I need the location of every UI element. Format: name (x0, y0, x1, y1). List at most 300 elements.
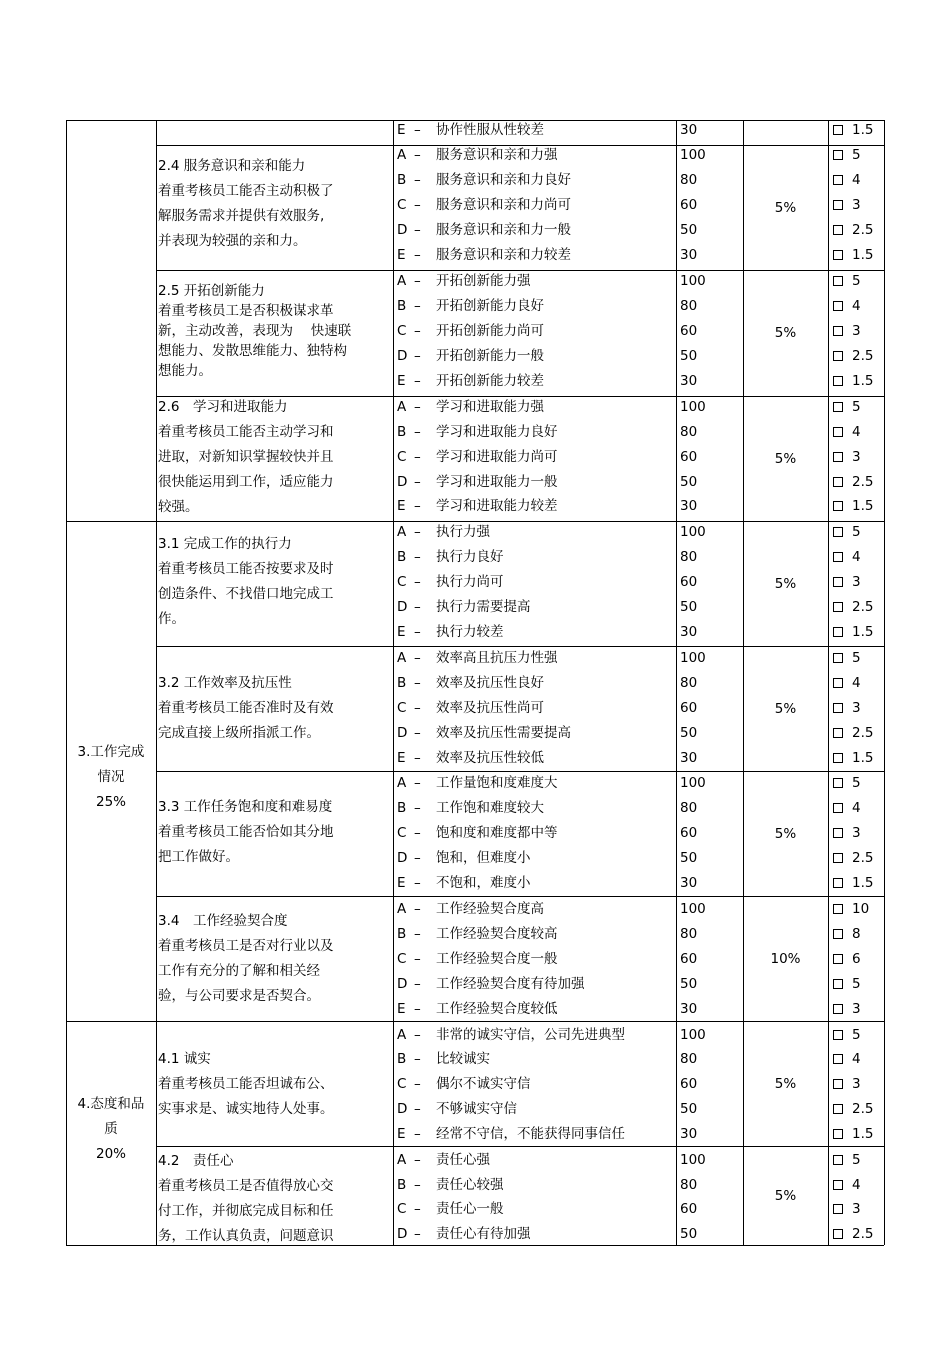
checkbox[interactable] (833, 501, 843, 511)
grade-dash: – (414, 800, 421, 816)
grade-letter: B (397, 926, 407, 942)
grade-letter: A (397, 1152, 407, 1168)
grade-letter: D (397, 1226, 408, 1242)
score-value: 60 (680, 1201, 698, 1217)
grade-text: 经常不守信，不能获得同事信任 (436, 1126, 625, 1142)
grade-letter: C (397, 197, 407, 213)
grade-dash: – (414, 147, 421, 163)
grade-text: 饱和，但难度小 (436, 850, 531, 866)
grade-text: 执行力需要提高 (436, 599, 531, 615)
checkbox-value: 5 (852, 976, 861, 992)
grade-dash: – (414, 1177, 421, 1193)
grade-dash: – (414, 951, 421, 967)
score-value: 80 (680, 172, 698, 188)
score-value: 30 (680, 875, 698, 891)
checkbox[interactable] (833, 602, 843, 612)
score-value: 30 (680, 498, 698, 514)
score-value: 100 (680, 399, 706, 415)
grade-dash: – (414, 675, 421, 691)
score-value: 80 (680, 298, 698, 314)
score-value: 100 (680, 273, 706, 289)
checkbox-value: 4 (852, 1177, 861, 1193)
grade-dash: – (414, 1152, 421, 1168)
checkbox[interactable] (833, 728, 843, 738)
checkbox-value: 1.5 (852, 498, 874, 514)
item-description-line: 完成直接上级所指派工作。 (158, 725, 320, 741)
grade-dash: – (414, 247, 421, 263)
checkbox-value: 2.5 (852, 850, 874, 866)
checkbox-value: 4 (852, 1051, 861, 1067)
table-hline (156, 270, 884, 271)
grade-text: 开拓创新能力强 (436, 273, 531, 289)
grade-dash: – (414, 1201, 421, 1217)
checkbox[interactable] (833, 150, 843, 160)
score-value: 30 (680, 373, 698, 389)
checkbox[interactable] (833, 552, 843, 562)
grade-letter: C (397, 951, 407, 967)
grade-dash: – (414, 976, 421, 992)
checkbox-value: 3 (852, 825, 861, 841)
item-description-line: 着重考核员工能否恰如其分地 (158, 824, 334, 840)
grade-dash: – (414, 122, 421, 138)
item-description-line: 着重考核员工能否准时及有效 (158, 700, 334, 716)
group-label-line: 25% (95, 794, 126, 810)
checkbox[interactable] (833, 1079, 843, 1089)
grade-dash: – (414, 750, 421, 766)
grade-dash: – (414, 373, 421, 389)
grade-letter: A (397, 901, 407, 917)
grade-letter: D (397, 348, 408, 364)
item-description-line: 务，工作认真负责，问题意识 (158, 1228, 334, 1244)
grade-letter: D (397, 599, 408, 615)
score-value: 50 (680, 474, 698, 490)
score-value: 50 (680, 976, 698, 992)
item-description-line: 创造条件、不找借口地完成工 (158, 586, 334, 602)
grade-dash: – (414, 624, 421, 640)
checkbox[interactable] (833, 929, 843, 939)
grade-text: 学习和进取能力较差 (436, 498, 558, 514)
grade-text: 不饱和，难度小 (436, 875, 531, 891)
checkbox-value: 3 (852, 197, 861, 213)
score-value: 60 (680, 951, 698, 967)
score-value: 60 (680, 574, 698, 590)
grade-letter: C (397, 825, 407, 841)
grade-letter: C (397, 323, 407, 339)
grade-letter: A (397, 524, 407, 540)
checkbox[interactable] (833, 200, 843, 210)
grade-letter: D (397, 850, 408, 866)
checkbox[interactable] (833, 301, 843, 311)
grade-dash: – (414, 449, 421, 465)
grade-letter: B (397, 1051, 407, 1067)
grade-letter: A (397, 775, 407, 791)
checkbox-value: 4 (852, 172, 861, 188)
checkbox-value: 3 (852, 1001, 861, 1017)
checkbox-value: 5 (852, 1027, 861, 1043)
checkbox-value: 3 (852, 574, 861, 590)
grade-letter: E (397, 1001, 406, 1017)
grade-dash: – (414, 875, 421, 891)
checkbox[interactable] (833, 853, 843, 863)
checkbox-value: 4 (852, 549, 861, 565)
table-hline (156, 771, 884, 772)
item-description-line: 着重考核员工能否按要求及时 (158, 561, 334, 577)
table-vline (156, 120, 157, 1245)
grade-letter: A (397, 399, 407, 415)
checkbox[interactable] (833, 125, 843, 135)
checkbox[interactable] (833, 527, 843, 537)
item-description-line: 付工作，并彻底完成目标和任 (158, 1203, 334, 1219)
score-value: 100 (680, 524, 706, 540)
checkbox[interactable] (833, 427, 843, 437)
checkbox-value: 3 (852, 1201, 861, 1217)
grade-letter: E (397, 122, 406, 138)
grade-letter: B (397, 424, 407, 440)
checkbox[interactable] (833, 1129, 843, 1139)
grade-letter: C (397, 700, 407, 716)
item-description-line: 实事求是、诚实地待人处事。 (158, 1101, 334, 1117)
grade-text: 服务意识和亲和力一般 (436, 222, 571, 238)
checkbox[interactable] (833, 703, 843, 713)
checkbox-value: 1.5 (852, 1126, 874, 1142)
score-value: 60 (680, 700, 698, 716)
checkbox[interactable] (833, 1030, 843, 1040)
score-value: 50 (680, 1226, 698, 1242)
grade-dash: – (414, 926, 421, 942)
grade-dash: – (414, 524, 421, 540)
grade-dash: – (414, 549, 421, 565)
item-description-line: 3.1 完成工作的执行力 (158, 536, 292, 552)
score-value: 80 (680, 1051, 698, 1067)
checkbox-value: 2.5 (852, 1226, 874, 1242)
grade-letter: E (397, 373, 406, 389)
checkbox[interactable] (833, 778, 843, 788)
score-value: 80 (680, 424, 698, 440)
item-description-line: 作。 (158, 611, 185, 627)
grade-dash: – (414, 850, 421, 866)
table-hline (156, 145, 884, 146)
grade-text: 执行力较差 (436, 624, 504, 640)
score-value: 50 (680, 725, 698, 741)
checkbox[interactable] (833, 1204, 843, 1214)
grade-text: 工作经验契合度较高 (436, 926, 558, 942)
table-vline (828, 120, 829, 1245)
grade-letter: D (397, 976, 408, 992)
checkbox[interactable] (833, 1180, 843, 1190)
group-label-line: 3.工作完成 (77, 744, 145, 760)
checkbox-value: 3 (852, 449, 861, 465)
grade-text: 执行力强 (436, 524, 490, 540)
grade-text: 责任心有待加强 (436, 1226, 531, 1242)
item-description-line: 想能力、发散思维能力、独特构 (158, 343, 347, 359)
grade-text: 工作经验契合度高 (436, 901, 544, 917)
grade-dash: – (414, 775, 421, 791)
checkbox-value: 5 (852, 650, 861, 666)
grade-letter: A (397, 650, 407, 666)
grade-text: 开拓创新能力较差 (436, 373, 544, 389)
group-label-line: 20% (95, 1146, 126, 1162)
item-description-line: 并表现为较强的亲和力。 (158, 233, 307, 249)
grade-dash: – (414, 273, 421, 289)
grade-letter: A (397, 273, 407, 289)
item-description-line: 2.6 学习和进取能力 (158, 399, 288, 415)
grade-text: 不够诚实守信 (436, 1101, 517, 1117)
score-value: 60 (680, 323, 698, 339)
grade-dash: – (414, 1051, 421, 1067)
item-description-line: 3.2 工作效率及抗压性 (158, 675, 292, 691)
grade-text: 协作性服从性较差 (436, 122, 544, 138)
checkbox-value: 10 (852, 901, 870, 917)
item-weight: 5% (774, 199, 797, 216)
checkbox-value: 5 (852, 273, 861, 289)
grade-dash: – (414, 474, 421, 490)
grade-text: 责任心强 (436, 1152, 490, 1168)
checkbox[interactable] (833, 1155, 843, 1165)
grade-text: 服务意识和亲和力良好 (436, 172, 571, 188)
grade-letter: B (397, 298, 407, 314)
checkbox-value: 1.5 (852, 122, 874, 138)
grade-dash: – (414, 222, 421, 238)
checkbox[interactable] (833, 1054, 843, 1064)
grade-dash: – (414, 1226, 421, 1242)
grade-letter: E (397, 498, 406, 514)
score-value: 80 (680, 1177, 698, 1193)
grade-dash: – (414, 599, 421, 615)
score-value: 50 (680, 850, 698, 866)
checkbox-value: 2.5 (852, 1101, 874, 1117)
checkbox[interactable] (833, 250, 843, 260)
grade-text: 效率及抗压性尚可 (436, 700, 544, 716)
checkbox-value: 8 (852, 926, 861, 942)
checkbox-value: 2.5 (852, 222, 874, 238)
item-description-line: 验，与公司要求是否契合。 (158, 988, 320, 1004)
grade-letter: D (397, 474, 408, 490)
grade-letter: E (397, 875, 406, 891)
checkbox[interactable] (833, 878, 843, 888)
checkbox-value: 4 (852, 298, 861, 314)
grade-dash: – (414, 348, 421, 364)
table-hline (156, 646, 884, 647)
item-weight: 5% (774, 1187, 797, 1204)
item-description-line: 想能力。 (158, 363, 212, 379)
checkbox[interactable] (833, 452, 843, 462)
score-value: 100 (680, 775, 706, 791)
checkbox[interactable] (833, 1004, 843, 1014)
item-weight: 5% (774, 450, 797, 467)
grade-dash: – (414, 1076, 421, 1092)
grade-text: 工作经验契合度较低 (436, 1001, 558, 1017)
checkbox[interactable] (833, 828, 843, 838)
grade-letter: E (397, 624, 406, 640)
grade-dash: – (414, 700, 421, 716)
grade-letter: D (397, 222, 408, 238)
grade-text: 学习和进取能力尚可 (436, 449, 558, 465)
checkbox[interactable] (833, 477, 843, 487)
checkbox[interactable] (833, 276, 843, 286)
score-value: 30 (680, 247, 698, 263)
grade-text: 比较诚实 (436, 1051, 490, 1067)
grade-letter: C (397, 449, 407, 465)
item-description-line: 着重考核员工是否积极谋求革 (158, 303, 334, 319)
item-description-line: 把工作做好。 (158, 849, 239, 865)
grade-letter: A (397, 1027, 407, 1043)
grade-text: 工作经验契合度一般 (436, 951, 558, 967)
checkbox-value: 5 (852, 524, 861, 540)
grade-text: 学习和进取能力良好 (436, 424, 558, 440)
group-label-line: 质 (104, 1121, 118, 1137)
table-hline (156, 1021, 884, 1022)
score-value: 50 (680, 348, 698, 364)
grade-dash: – (414, 574, 421, 590)
grade-dash: – (414, 172, 421, 188)
checkbox[interactable] (833, 1229, 843, 1239)
checkbox[interactable] (833, 904, 843, 914)
grade-text: 工作饱和难度较大 (436, 800, 544, 816)
score-value: 50 (680, 599, 698, 615)
grade-text: 服务意识和亲和力强 (436, 147, 558, 163)
grade-letter: C (397, 574, 407, 590)
checkbox-value: 6 (852, 951, 861, 967)
checkbox[interactable] (833, 376, 843, 386)
item-description-line: 较强。 (158, 499, 199, 515)
score-value: 60 (680, 197, 698, 213)
grade-dash: – (414, 1126, 421, 1142)
checkbox[interactable] (833, 803, 843, 813)
item-description-line: 着重考核员工能否坦诚布公、 (158, 1076, 334, 1092)
grade-text: 工作量饱和度难度大 (436, 775, 558, 791)
checkbox[interactable] (833, 1104, 843, 1114)
table-hline (156, 120, 884, 121)
item-weight: 5% (774, 575, 797, 592)
grade-letter: E (397, 1126, 406, 1142)
grade-text: 效率及抗压性需要提高 (436, 725, 571, 741)
grade-dash: – (414, 1101, 421, 1117)
grade-letter: B (397, 172, 407, 188)
table-vline (393, 120, 394, 1245)
checkbox-value: 4 (852, 424, 861, 440)
group-label-line: 情况 (97, 769, 125, 785)
item-description-line: 3.4 工作经验契合度 (158, 913, 288, 929)
checkbox[interactable] (833, 954, 843, 964)
grade-text: 效率高且抗压力性强 (436, 650, 558, 666)
item-description-line: 新，主动改善，表现为 快速联 (158, 323, 352, 339)
item-weight: 5% (774, 700, 797, 717)
checkbox[interactable] (833, 326, 843, 336)
checkbox-value: 1.5 (852, 373, 874, 389)
table-hline (156, 896, 884, 897)
grade-text: 执行力良好 (436, 549, 504, 565)
score-value: 50 (680, 1101, 698, 1117)
checkbox[interactable] (833, 627, 843, 637)
item-weight: 5% (774, 825, 797, 842)
grade-dash: – (414, 498, 421, 514)
score-value: 80 (680, 675, 698, 691)
item-description-line: 着重考核员工是否对行业以及 (158, 938, 334, 954)
checkbox[interactable] (833, 577, 843, 587)
checkbox[interactable] (833, 175, 843, 185)
table-hline (156, 1146, 884, 1147)
grade-letter: E (397, 750, 406, 766)
checkbox-value: 3 (852, 323, 861, 339)
grade-letter: A (397, 147, 407, 163)
item-description-line: 4.2 责任心 (158, 1153, 234, 1169)
grade-dash: – (414, 825, 421, 841)
score-value: 30 (680, 624, 698, 640)
checkbox[interactable] (833, 225, 843, 235)
score-value: 60 (680, 449, 698, 465)
checkbox[interactable] (833, 979, 843, 989)
grade-dash: – (414, 197, 421, 213)
grade-letter: C (397, 1201, 407, 1217)
checkbox-value: 5 (852, 775, 861, 791)
score-value: 100 (680, 1027, 706, 1043)
table-hline (66, 120, 156, 121)
checkbox-value: 3 (852, 700, 861, 716)
checkbox[interactable] (833, 402, 843, 412)
score-value: 60 (680, 1076, 698, 1092)
grade-text: 服务意识和亲和力较差 (436, 247, 571, 263)
checkbox-value: 5 (852, 147, 861, 163)
grade-letter: D (397, 1101, 408, 1117)
checkbox-value: 5 (852, 399, 861, 415)
grade-text: 偶尔不诚实守信 (436, 1076, 531, 1092)
grade-dash: – (414, 323, 421, 339)
grade-text: 饱和度和难度都中等 (436, 825, 558, 841)
score-value: 30 (680, 750, 698, 766)
grade-text: 开拓创新能力尚可 (436, 323, 544, 339)
grade-letter: B (397, 1177, 407, 1193)
grade-letter: B (397, 675, 407, 691)
table-hline (156, 396, 884, 397)
grade-dash: – (414, 298, 421, 314)
score-value: 80 (680, 926, 698, 942)
grade-text: 责任心较强 (436, 1177, 504, 1193)
grade-text: 责任心一般 (436, 1201, 504, 1217)
grade-text: 服务意识和亲和力尚可 (436, 197, 571, 213)
grade-text: 工作经验契合度有待加强 (436, 976, 585, 992)
grade-text: 非常的诚实守信，公司先进典型 (436, 1027, 625, 1043)
grade-text: 开拓创新能力一般 (436, 348, 544, 364)
grade-text: 效率及抗压性较低 (436, 750, 544, 766)
checkbox[interactable] (833, 653, 843, 663)
grade-dash: – (414, 650, 421, 666)
score-value: 80 (680, 800, 698, 816)
checkbox-value: 5 (852, 1152, 861, 1168)
grade-text: 开拓创新能力良好 (436, 298, 544, 314)
grade-dash: – (414, 399, 421, 415)
table-vline (676, 120, 677, 1245)
item-description-line: 很快能运用到工作，适应能力 (158, 474, 334, 490)
score-value: 80 (680, 549, 698, 565)
table-hline (66, 1245, 884, 1246)
item-weight: 5% (774, 1075, 797, 1092)
score-value: 100 (680, 650, 706, 666)
checkbox-value: 1.5 (852, 247, 874, 263)
group-label-line: 4.态度和品 (77, 1096, 145, 1112)
grade-text: 学习和进取能力强 (436, 399, 544, 415)
item-description-line: 着重考核员工能否主动积极了 (158, 183, 334, 199)
checkbox-value: 2.5 (852, 599, 874, 615)
checkbox-value: 2.5 (852, 474, 874, 490)
checkbox[interactable] (833, 351, 843, 361)
checkbox[interactable] (833, 753, 843, 763)
grade-dash: – (414, 725, 421, 741)
grade-dash: – (414, 901, 421, 917)
score-value: 30 (680, 1001, 698, 1017)
score-value: 100 (680, 147, 706, 163)
grade-text: 学习和进取能力一般 (436, 474, 558, 490)
checkbox[interactable] (833, 678, 843, 688)
